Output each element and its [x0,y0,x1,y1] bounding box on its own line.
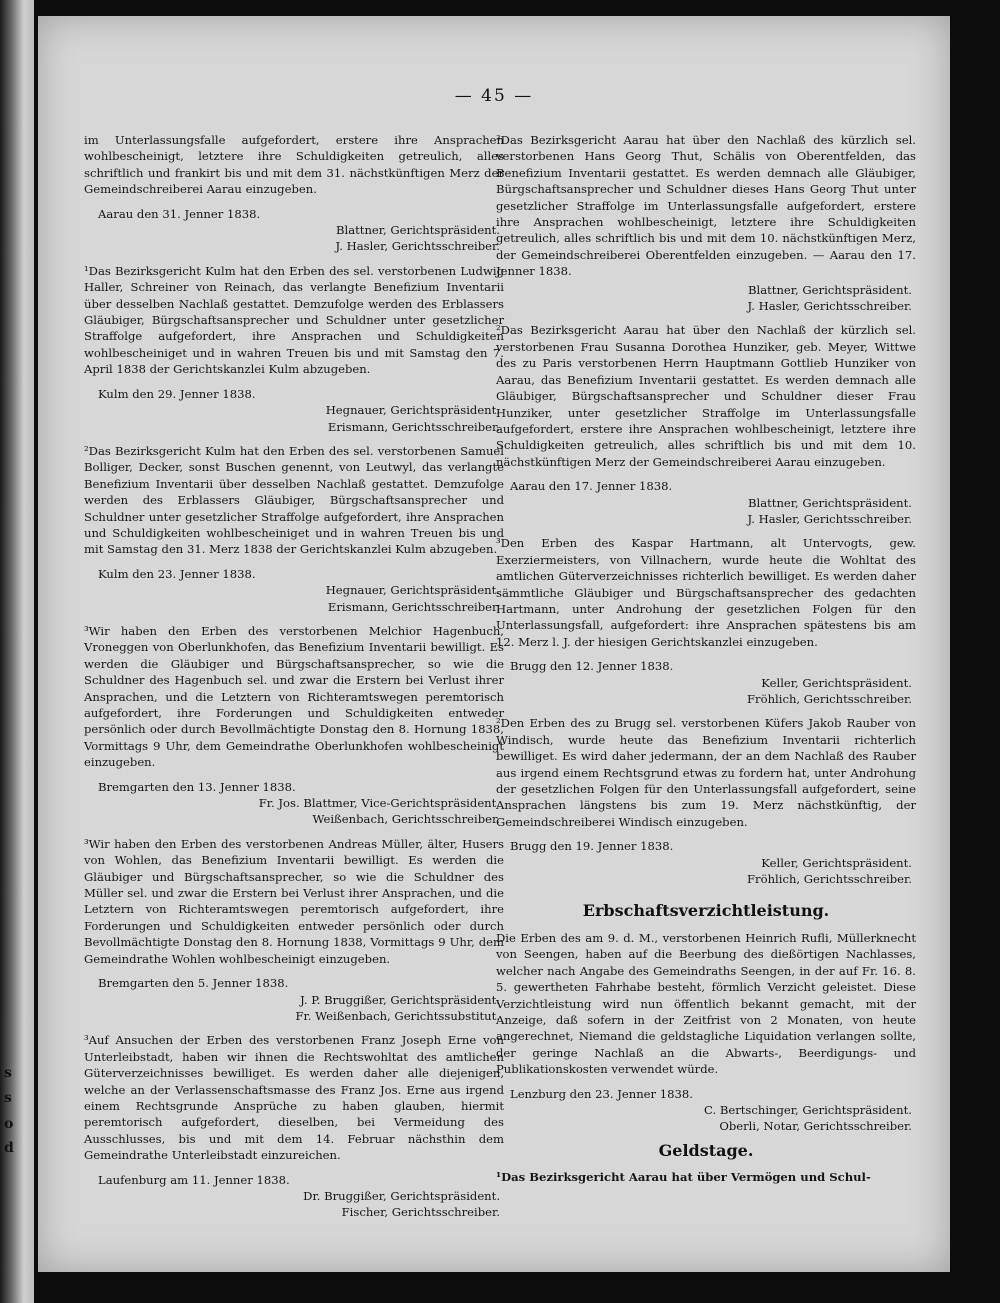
signature-clerk: Weißenbach, Gerichtsschreiber. [312,812,500,827]
notice-text: ³Wir haben den Erben des verstorbenen Andreas Müller, älter, Husers von Wohlen, das Benefizium Inventarii bewilligt. Es werden die Gläubiger und Bürgschaftsansprecher, so wie die Schuldner des Müller sel. und zwar die Erstern bei Verlust ihrer Ansprachen, und die Letztern von Richteramtswegen peremtorisch aufgefordert, ihre Forderungen und Schuldigkeiten entweder persönlich oder durch Bevollmächtigte Donstag den 8. Hornung 1838, Vormittags 9 Uhr, dem Gemeindrathe Wohlen wohlbescheinigt einzugeben. [84,836,504,966]
notice [496,715,916,887]
notice-place-date: Aarau den 17. Jenner 1838. [510,479,673,494]
signature-clerk: J. Hasler, Gerichtsschreiber. [335,239,500,254]
signature-president: Blattner, Gerichtspräsident. [748,282,912,297]
notice-place-date: Laufenburg am 11. Jenner 1838. [98,1172,290,1187]
notice-text: ¹Das Bezirksgericht Kulm hat den Erben des sel. verstorbenen Ludwig Haller, Schreiner von Reinach, das verlangte Benefizium Inventarii über desselben Nachlaß gestattet. Demzufolge werden des Erblassers Gläubiger, Bürgschaftsansprecher und Schuldner unter gesetzlicher Straffolge aufgefordert, ihre Ansprachen und Schuldigkeiten wohlbescheiniget und in wahren Treuen bis und mit Samstag den 7. April 1838 der Gerichtskanzlei Kulm abzugeben. [84,263,504,377]
notice [84,623,504,828]
spine-glyph: d [4,1140,14,1156]
notice [496,535,916,707]
signature-president: Blattner, Gerichtspräsident. [336,223,500,238]
notice [496,132,916,314]
signature-clerk: J. Hasler, Gerichtsschreiber. [747,511,912,526]
notice-text: ³Den Erben des Kaspar Hartmann, alt Untervogts, gew. Exerziermeisters, von Villnachern, wurde heute die Wohltat des amtlichen Güterverzeichnisses richterlich bewilliget. Es werden daher sämmtliche Gläubiger und Bürgschaftsansprecher des gedachten Hartmann, unter Androhung der gesetzlichen Folgen für den Unterlassungsfall, aufgefordert: ihre Ansprachen spätestens bis am 12. Merz l. J. der hiesigen Gerichtskanzlei einzugeben. [496,536,916,649]
notice [84,1032,504,1220]
adjacent-page-edge [0,0,34,1303]
notice-place-date: Brugg den 19. Jenner 1838. [510,839,674,854]
signature-clerk: J. Hasler, Gerichtsschreiber. [747,299,912,314]
signature-president: Hegnauer, Gerichtspräsident. [325,403,500,418]
signature-president: Dr. Bruggißer, Gerichtspräsident. [303,1188,500,1203]
notice-place-date: Bremgarten den 13. Jenner 1838. [98,779,296,794]
notice-place-date: Aarau den 31. Jenner 1838. [98,206,261,221]
notice-text: ²Das Bezirksgericht Aarau hat über den Nachlaß der kürzlich sel. verstorbenen Frau Susanna Dorothea Hunziker, geb. Meyer, Wittwe des zu Paris verstorbenen Herrn Hauptmann Gottlieb Hunziker von Aarau, das Benefizium Inventarii gestattet. Es werden demnach alle Gläubiger, Bürgschaftsansprecher und Schuldner dieser Frau Hunziker, unter gesetzlicher Straffolge im Unterlassungsfalle aufgefordert, erstere ihre Ansprachen wohlbescheinigt, letztere ihre Schuldigkeiten getreulich, alles schriftlich bis und mit dem 10. nächstkünftigen Merz der Gemeindschreiberei Aarau einzugeben. [496,323,916,469]
notice-place-date: Kulm den 29. Jenner 1838. [98,386,256,401]
notice [84,443,504,615]
signature-president: J. P. Bruggißer, Gerichtspräsident. [300,992,500,1007]
notice-text: ³Das Bezirksgericht Aarau hat über den Nachlaß des kürzlich sel. verstorbenen Hans Georg Thut, Schälis von Oberentfelden, das Benefizium Inventarii gestattet. Es werden demnach alle Gläubiger, Bürgschaftsansprecher und Schuldner dieses Hans Georg Thut unter gesetzlicher Straffolge im Unterlassungsfalle aufgefordert, erstere ihre Ansprachen wohlbescheinigt, letztere ihre Schuldigkeiten getreulich, alles schriftlich bis und mit dem 10. nächstkünftigen Merz, der Gemeindschreiberei Oberentfelden einzugeben. — Aarau den 17. Jenner 1838. [496,133,916,279]
notice-place-date: Kulm den 23. Jenner 1838. [98,566,256,581]
signature-president: Keller, Gerichtspräsident. [761,675,912,690]
notice-text: ²Das Bezirksgericht Kulm hat den Erben des sel. verstorbenen Samuel Bolliger, Decker, sonst Buschen genennt, von Leutwyl, das verlangte Benefizium Inventarii über desselben Nachlaß gestattet. Demzufolge werden des Erblassers Gläubiger, Bürgschaftsansprecher und Schuldner unter gesetzlicher Straffolge aufgefordert, ihre Ansprachen und Schuldigkeiten wohlbescheiniget und in wahren Treuen bis und mit Samstag den 31. Merz 1838 der Gerichtskanzlei Kulm abzugeben. [84,443,504,557]
notice [84,263,504,435]
notice [84,132,504,255]
spine-glyph: o [4,1116,14,1132]
signature-clerk: Fröhlich, Gerichtsschreiber. [747,692,912,706]
signature-president: Fr. Jos. Blattmer, Vice-Gerichtspräsident. [258,796,500,811]
notice-text: ³Auf Ansuchen der Erben des verstorbenen Franz Joseph Erne von Unterleibstadt, haben wir ihnen die Rechtswohltat des amtlichen Güterverzeichnisses bewilliget. Es werden daher alle diejenigen, welche an der Verlassenschaftsmasse des Franz Jos. Erne aus irgend einem Rechtsgrunde Ansprüche zu haben glauben, hiermit peremtorisch aufgefordert, dieselben, bei Vermeidung des Ausschlusses, bis und mit dem 14. Februar nächsthin dem Gemeindrathe Unterleibstadt einzureichen. [84,1033,504,1163]
signature-clerk: Oberli, Notar, Gerichtsschreiber. [719,1119,912,1134]
left-column [84,132,504,1221]
notice-text: ¹Das Bezirksgericht Aarau hat über Vermögen und Schul- [496,1170,871,1185]
spine-glyph: s [4,1065,12,1081]
document-page [38,16,950,1272]
notice [496,930,916,1135]
notice-text: Die Erben des am 9. d. M., verstorbenen Heinrich Rufli, Müllerknecht von Seengen, haben auf die Beerbung des dießörtigen Nachlasses, welcher nach Angabe des Gemeindraths Seengen, in der auf Fr. 16. 8. 5. gewertheten Fahrhabe besteht, förmlich Verzicht geleistet. Diese Verzichtleistung wird nun öffentlich bekannt gemacht, mit der Anzeige, daß sofern in der Zeitfrist von 2 Monaten, von heute angerechnet, Niemand die geldstagliche Liquidation verlangen sollte, der geringe Nachlaß an die Abwarts-, Beerdigungs- und Publikationskosten verwendet würde. [496,930,916,1077]
spine-glyph: s [4,1090,12,1106]
signature-clerk: Erismann, Gerichtsschreiber. [327,419,500,434]
notice-place-date: Brugg den 12. Jenner 1838. [510,659,674,674]
section-heading: Geldstage. [658,1140,754,1160]
signature-president: Keller, Gerichtspräsident. [761,855,912,870]
notice [84,836,504,1024]
signature-clerk: Erismann, Gerichtsschreiber. [327,599,500,614]
signature-president: Blattner, Gerichtspräsident. [748,495,912,510]
right-column [496,132,916,1186]
section-heading: Erbschaftsverzichtleistung. [582,901,830,921]
notice-place-date: Lenzburg den 23. Jenner 1838. [510,1086,693,1101]
signature-clerk: Fischer, Gerichtsschreiber. [341,1205,500,1220]
notice-text: ³Wir haben den Erben des verstorbenen Melchior Hagenbuch, Vroneggen von Oberlunkhofen, das Benefizium Inventarii bewilligt. Es werden die Gläubiger und Bürgschaftsansprecher, so wie die Schuldner des Hagenbuch sel. und zwar die Erstern bei Verlust ihrer Ansprachen, und die Letztern von Richteramtswegen peremtorisch aufgefordert, ihre Forderungen und Schuldigkeiten entweder persönlich oder durch Bevollmächtigte Donstag den 8. Hornung 1838, Vormittags 9 Uhr, dem Gemeindrathe Oberlunkhofen wohlbescheinigt einzugeben. [84,623,504,770]
notice [496,322,916,527]
signature-president: C. Bertschinger, Gerichtspräsident. [704,1102,912,1117]
notice-place-date: Bremgarten den 5. Jenner 1838. [98,976,289,991]
signature-clerk: Fr. Weißenbach, Gerichtssubstitut. [295,1008,500,1023]
notice-text: ²Den Erben des zu Brugg sel. verstorbenen Küfers Jakob Rauber von Windisch, wurde heute das Benefizium Inventarii richterlich bewilliget. Es wird daher jedermann, der an dem Nachlaß des Rauber aus irgend einem Rechtsgrund etwas zu fordern hat, unter Androhung der gesetzlichen Folgen für den Unterlassungsfall aufgefordert, seine Ansprachen längstens bis zum 19. Merz nächstkünftig, der Gemeindschreiberei Windisch einzugeben. [496,716,916,829]
signature-clerk: Fröhlich, Gerichtsschreiber. [747,872,912,887]
notice-text: im Unterlassungsfalle aufgefordert, erstere ihre Ansprachen wohlbescheinigt, letztere ihre Schuldigkeiten getreulich, alles schriftlich und frankirt bis und mit dem 31. nächstkünftigen Merz der Gemeindschreiberei Aarau einzugeben. [84,133,504,197]
page-number: — 45 — [454,86,534,106]
signature-president: Hegnauer, Gerichtspräsident. [325,583,500,598]
